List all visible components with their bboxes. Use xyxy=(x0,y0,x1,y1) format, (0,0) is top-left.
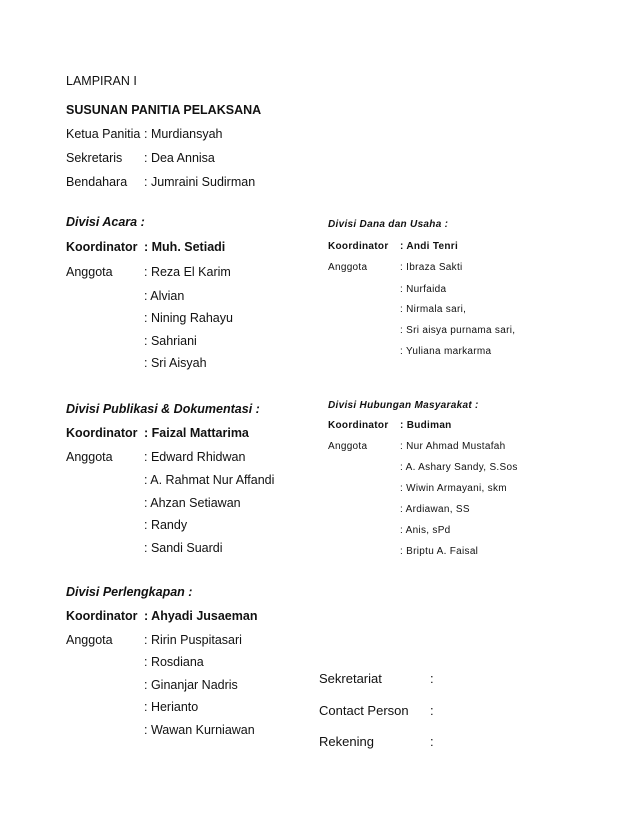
division-humas-member: : A. Ashary Sandy, S.Sos xyxy=(400,462,518,473)
division-dana-coordinator-name: : Andi Tenri xyxy=(400,241,459,252)
info-sekretariat-label: Sekretariat xyxy=(319,671,382,686)
division-humas-member: : Nur Ahmad Mustafah xyxy=(400,441,506,452)
division-perlengkapan-coordinator-name: : Ahyadi Jusaeman xyxy=(144,609,258,623)
division-dana-member: : Nurfaida xyxy=(400,284,447,295)
division-humas-coordinator-label: Koordinator xyxy=(328,420,389,431)
info-contact-person-label: Contact Person xyxy=(319,703,409,718)
division-dana-member-label: Anggota xyxy=(328,262,368,273)
lampiran-label: LAMPIRAN I xyxy=(66,74,137,88)
division-perlengkapan-member-label: Anggota xyxy=(66,633,113,647)
role-bendahara-label: Bendahara xyxy=(66,175,128,189)
division-publikasi-member-label: Anggota xyxy=(66,450,113,464)
division-perlengkapan-member: : Ririn Puspitasari xyxy=(144,633,242,647)
role-sekretaris-label: Sekretaris xyxy=(66,151,123,165)
division-publikasi-member: : A. Rahmat Nur Affandi xyxy=(144,473,275,487)
info-sekretariat-value: : xyxy=(430,671,434,686)
division-humas-title: Divisi Hubungan Masyarakat : xyxy=(328,400,479,411)
division-acara-coordinator-label: Koordinator xyxy=(66,240,138,254)
division-humas-member: : Wiwin Armayani, skm xyxy=(400,483,507,494)
division-publikasi-coordinator-name: : Faizal Mattarima xyxy=(144,426,249,440)
division-publikasi-member: : Randy xyxy=(144,518,188,532)
document-title: SUSUNAN PANITIA PELAKSANA xyxy=(66,103,262,117)
division-acara-coordinator-name: : Muh. Setiadi xyxy=(144,240,226,254)
role-bendahara-name: : Jumraini Sudirman xyxy=(144,175,256,189)
division-publikasi-title: Divisi Publikasi & Dokumentasi : xyxy=(66,402,260,416)
role-ketua-label: Ketua Panitia xyxy=(66,127,141,141)
division-dana-member: : Sri aisya purnama sari, xyxy=(400,325,516,336)
division-perlengkapan-member: : Ginanjar Nadris xyxy=(144,678,238,692)
info-rekening-value: : xyxy=(430,734,434,749)
info-contact-person-value: : xyxy=(430,703,434,718)
division-humas-member: : Ardiawan, SS xyxy=(400,504,470,515)
division-publikasi-member: : Ahzan Setiawan xyxy=(144,496,241,510)
division-perlengkapan-member: : Wawan Kurniawan xyxy=(144,723,255,737)
division-humas-member-label: Anggota xyxy=(328,441,368,452)
role-sekretaris-name: : Dea Annisa xyxy=(144,151,215,165)
division-acara-member: : Sri Aisyah xyxy=(144,356,207,370)
division-publikasi-member: : Sandi Suardi xyxy=(144,541,223,555)
division-publikasi-coordinator-label: Koordinator xyxy=(66,426,138,440)
division-perlengkapan-member: : Rosdiana xyxy=(144,655,204,669)
division-acara-member: : Sahriani xyxy=(144,334,197,348)
division-acara-member-label: Anggota xyxy=(66,265,113,279)
division-humas-member: : Anis, sPd xyxy=(400,525,451,536)
division-acara-title: Divisi Acara : xyxy=(66,215,145,229)
info-rekening-label: Rekening xyxy=(319,734,374,749)
division-acara-member: : Nining Rahayu xyxy=(144,311,233,325)
division-humas-member: : Briptu A. Faisal xyxy=(400,546,479,557)
division-dana-member: : Ibraza Sakti xyxy=(400,262,463,273)
division-acara-member: : Alvian xyxy=(144,289,185,303)
division-perlengkapan-title: Divisi Perlengkapan : xyxy=(66,585,193,599)
role-ketua-name: : Murdiansyah xyxy=(144,127,223,141)
division-publikasi-member: : Edward Rhidwan xyxy=(144,450,246,464)
division-humas-coordinator-name: : Budiman xyxy=(400,420,452,431)
division-acara-member: : Reza El Karim xyxy=(144,265,231,279)
division-perlengkapan-coordinator-label: Koordinator xyxy=(66,609,138,623)
division-dana-member: : Nirmala sari, xyxy=(400,304,467,315)
division-perlengkapan-member: : Herianto xyxy=(144,700,199,714)
division-dana-member: : Yuliana markarma xyxy=(400,346,492,357)
division-dana-title: Divisi Dana dan Usaha : xyxy=(328,219,449,230)
division-dana-coordinator-label: Koordinator xyxy=(328,241,389,252)
